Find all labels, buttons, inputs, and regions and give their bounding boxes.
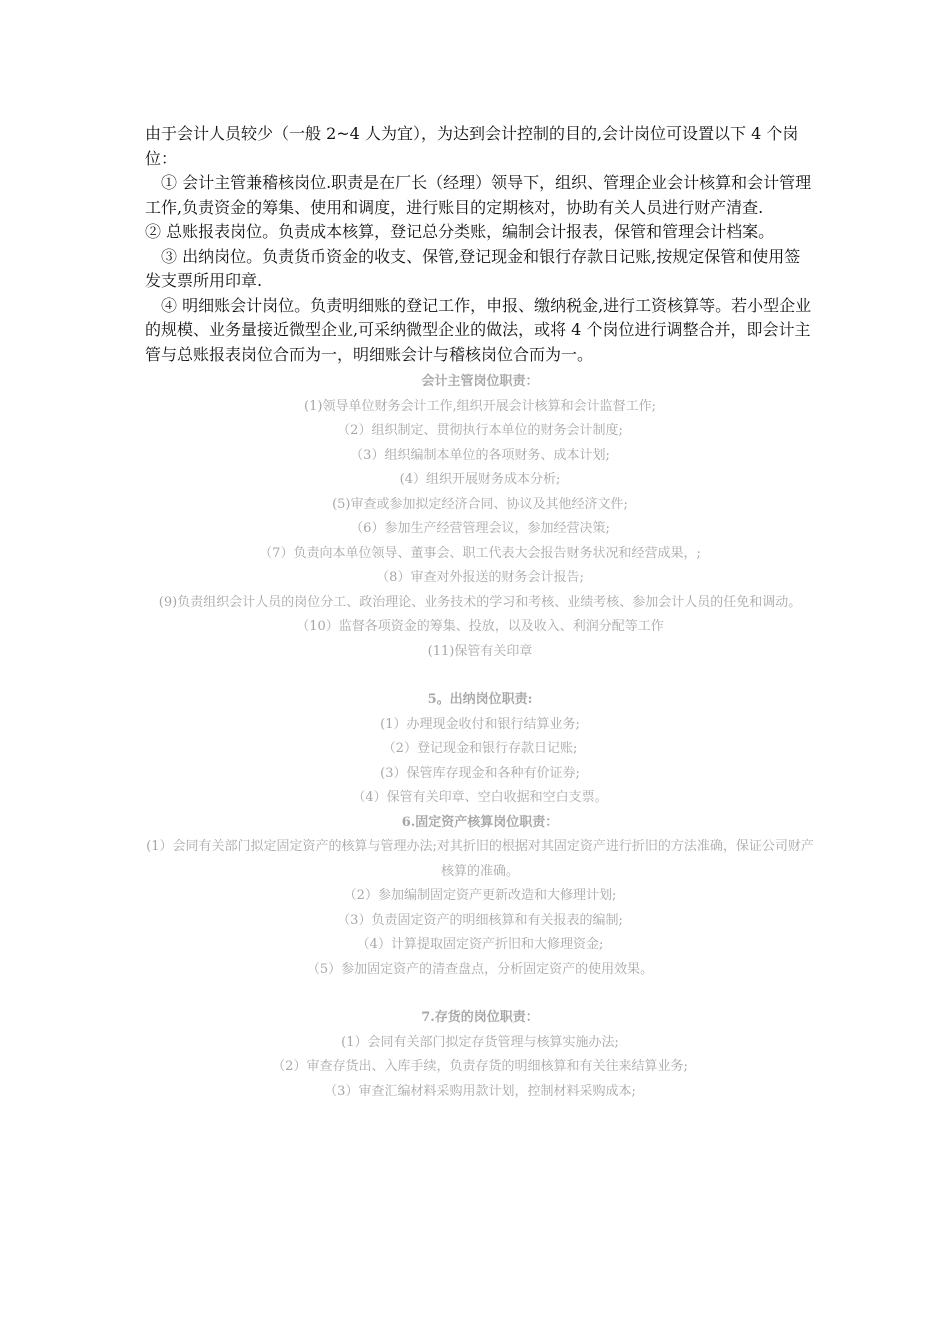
duty-item: (1）会同有关部门拟定固定资产的核算与管理办法;对其折旧的根据对其固定资产进行折旧的方法准确，保证公司财产核算的准确。: [146, 839, 814, 879]
duty-item: （4）计算提取固定资产折旧和大修理资金;: [356, 937, 604, 952]
spacer: [145, 664, 815, 688]
intro-paragraph: ② 总账报表岗位。负责成本核算，登记总分类账，编制会计报表，保管和管理会计档案。: [145, 222, 775, 241]
duty-item: （2）组织制定、贯彻执行本单位的财务会计制度;: [337, 423, 623, 438]
section-title: 7.存货的岗位职责：: [421, 1010, 539, 1025]
duty-item: （2）参加编制固定资产更新改造和大修理计划;: [343, 888, 617, 903]
duty-item: (9)负责组织会计人员的岗位分工、政治理论、业务技术的学习和考核、业绩考核、参加会计人员的任免和调动。: [158, 594, 802, 610]
duty-item: （10）监督各项资金的筹集、投放，以及收入、利润分配等工作: [296, 619, 664, 634]
duties-section-accounting-supervisor: [145, 370, 815, 1104]
duty-item: （2）审查存货出、入库手续，负责存货的明细核算和有关往来结算业务;: [272, 1059, 688, 1074]
duty-item: (1)领导单位财务会计工作,组织开展会计核算和会计监督工作;: [304, 398, 656, 414]
document-page: [145, 122, 815, 1104]
intro-paragraph: ① 会计主管兼稽核岗位.职责是在厂长（经理）领导下，组织、管理企业会计核算和会计管理工作,负责资金的筹集、使用和调度，进行账目的定期核对，协助有关人员进行财产清查.: [145, 173, 812, 217]
duty-item: (3）保管库存现金和各种有价证券;: [380, 765, 580, 781]
duty-item: （6）参加生产经营管理会议，参加经营决策;: [350, 521, 610, 536]
intro-paragraph: ④ 明细账会计岗位。负责明细账的登记工作，申报、缴纳税金,进行工资核算等。若小型企业的规模、业务量接近微型企业,可采纳微型企业的做法，或将 4 个岗位进行调整合并，即会计主管与总账报表岗位合而为一，明细账会计与稽核岗位合而为一。: [145, 295, 812, 364]
section-title: 会计主管岗位职责：: [421, 374, 539, 389]
intro-paragraph: 由于会计人员较少（一般 2~4 人为宜），为达到会计控制的目的,会计岗位可设置以下 4 个岗位：: [145, 124, 799, 168]
intro-paragraph: ③ 出纳岗位。负责货币资金的收支、保管,登记现金和银行存款日记账,按规定保管和使用签发支票所用印章.: [145, 246, 801, 290]
duty-item: (4）组织开展财务成本分析;: [399, 472, 561, 487]
duty-item: (11)保管有关印章: [427, 643, 533, 659]
duty-item: （4）保管有关印章、空白收据和空白支票。: [352, 790, 608, 805]
section-title: 6.固定资产核算岗位职责：: [401, 814, 559, 830]
duty-item: （2）登记现金和银行存款日记账;: [382, 741, 578, 756]
duty-item: （3）审查汇编材料采购用款计划，控制材料采购成本;: [324, 1083, 636, 1099]
duty-item: (1）会同有关部门拟定存货管理与核算实施办法;: [341, 1034, 619, 1050]
duty-item: （5）参加固定资产的清查盘点，分析固定资产的使用效果。: [306, 961, 654, 977]
duty-item: （3）组织编制本单位的各项财务、成本计划;: [350, 447, 610, 463]
duty-item: （3）负责固定资产的明细核算和有关报表的编制;: [337, 912, 623, 928]
duty-item: （7）负责向本单位领导、董事会、职工代表大会报告财务状况和经营成果，;: [259, 545, 701, 561]
duty-item: (5)审查或参加拟定经济合同、协议及其他经济文件;: [332, 496, 628, 512]
spacer: [145, 982, 815, 1006]
intro-block: [145, 122, 815, 367]
duty-item: (1）办理现金收付和银行结算业务;: [380, 716, 580, 732]
section-title: 5。出纳岗位职责:: [427, 692, 533, 707]
duty-item: （8）审查对外报送的财务会计报告;: [376, 570, 584, 585]
